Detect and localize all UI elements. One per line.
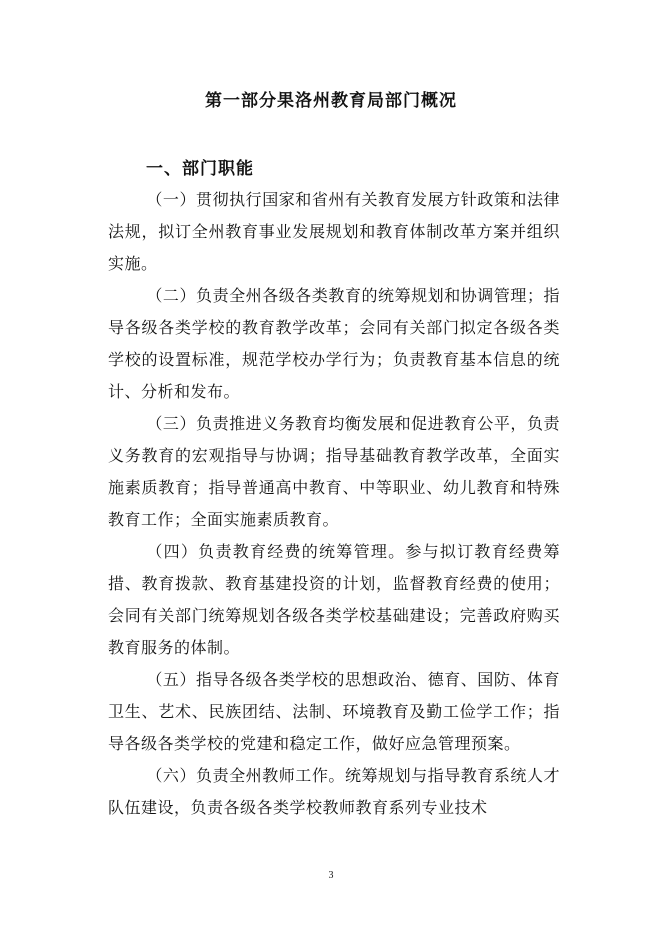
page-title: 第一部分果洛州教育局部门概况 — [205, 91, 457, 111]
page-number: 3 — [328, 870, 334, 881]
document-body — [108, 184, 560, 824]
paragraph-1: （一）贯彻执行国家和省州有关教育发展方针政策和法律法规，拟订全州教育事业发展规划和教育体制改革方案并组织实施。 — [108, 190, 560, 273]
paragraph-3: （三）负责推进义务教育均衡发展和促进教育公平，负责义务教育的宏观指导与协调；指导基础教育教学改革，全面实施素质教育；指导普通高中教育、中等职业、幼儿教育和特殊教育工作；全面实施素质教育。 — [108, 414, 560, 529]
section-heading: 一、部门职能 — [146, 159, 254, 179]
paragraph-4: （四）负责教育经费的统筹管理。参与拟订教育经费筹措、教育拨款、教育基建投资的计划，监督教育经费的使用；会同有关部门统筹规划各级各类学校基础建设；完善政府购买教育服务的体制。 — [108, 542, 560, 657]
paragraph-2: （二）负责全州各级各类教育的统筹规划和协调管理；指导各级各类学校的教育教学改革；会同有关部门拟定各级各类学校的设置标准，规范学校办学行为；负责教育基本信息的统计、分析和发布。 — [108, 286, 560, 401]
paragraph-5: （五）指导各级各类学校的思想政治、德育、国防、体育卫生、艺术、民族团结、法制、环境教育及勤工俭学工作；指导各级各类学校的党建和稳定工作，做好应急管理预案。 — [108, 670, 560, 753]
paragraph-6: （六）负责全州教师工作。统筹规划与指导教育系统人才队伍建设，负责各级各类学校教师教育系列专业技术 — [108, 766, 560, 817]
